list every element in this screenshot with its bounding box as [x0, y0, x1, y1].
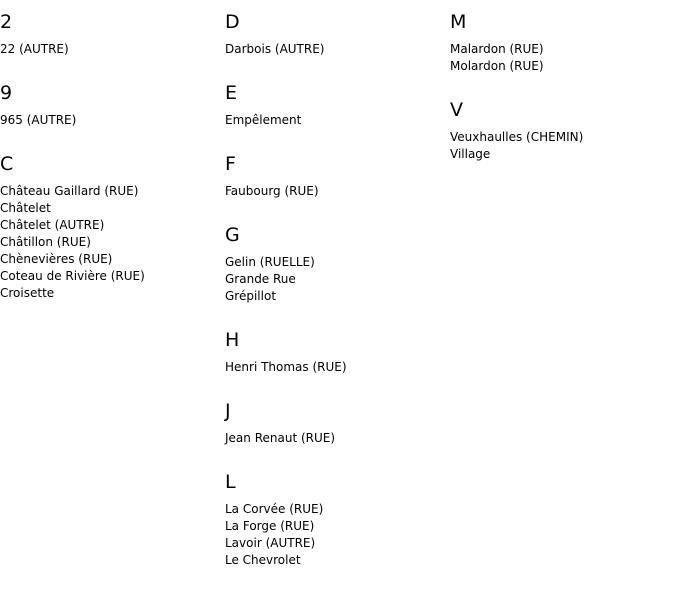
street-link[interactable]: Jean Renaut (RUE): [225, 431, 336, 445]
letter-heading: G: [225, 224, 240, 246]
street-link[interactable]: Lavoir (AUTRE): [225, 536, 316, 550]
letter-heading: 2: [0, 11, 13, 33]
letter-group: [225, 71, 450, 142]
street-link[interactable]: 965 (AUTRE): [0, 113, 77, 127]
letter-group: [225, 389, 450, 460]
street-list: [225, 351, 450, 389]
letter-group: [450, 0, 675, 88]
street-link[interactable]: Empêlement: [225, 113, 302, 127]
street-list: [0, 104, 225, 142]
street-link[interactable]: La Corvée (RUE): [225, 502, 324, 516]
street-list: [225, 104, 450, 142]
street-link[interactable]: Grande Rue: [225, 272, 296, 286]
letter-heading: 9: [0, 82, 13, 104]
street-link[interactable]: Henri Thomas (RUE): [225, 360, 347, 374]
street-list: [225, 33, 450, 71]
street-link[interactable]: Grépillot: [225, 289, 277, 303]
street-list: [0, 175, 225, 315]
street-list: [225, 493, 450, 582]
street-link[interactable]: Croisette: [0, 286, 55, 300]
street-link[interactable]: Chènevières (RUE): [0, 252, 113, 266]
street-link[interactable]: Faubourg (RUE): [225, 184, 319, 198]
letter-group: [0, 142, 225, 315]
street-list: [0, 33, 225, 71]
street-link[interactable]: Veuxhaulles (CHEMIN): [450, 130, 584, 144]
street-link[interactable]: Châtillon (RUE): [0, 235, 91, 249]
letter-group: [225, 213, 450, 318]
letter-heading: H: [225, 329, 240, 351]
street-list: [450, 33, 675, 88]
street-link[interactable]: Malardon (RUE): [450, 42, 544, 56]
letter-group: [225, 460, 450, 582]
letter-heading: D: [225, 11, 240, 33]
street-list: [450, 121, 675, 176]
street-list: [225, 246, 450, 318]
letter-heading: C: [0, 153, 14, 175]
street-link[interactable]: La Forge (RUE): [225, 519, 315, 533]
letter-heading: M: [450, 11, 467, 33]
street-list: [225, 422, 450, 460]
letter-group: [225, 318, 450, 389]
letter-group: [0, 0, 225, 71]
street-link[interactable]: Coteau de Rivière (RUE): [0, 269, 145, 283]
street-link[interactable]: Château Gaillard (RUE): [0, 184, 139, 198]
street-link[interactable]: Darbois (AUTRE): [225, 42, 325, 56]
letter-group: [225, 0, 450, 71]
letter-group: [225, 142, 450, 213]
street-column-1: [0, 0, 225, 315]
street-link[interactable]: Village: [450, 147, 491, 161]
street-column-2: [225, 0, 450, 582]
letter-heading: F: [225, 153, 236, 175]
letter-heading: J: [225, 400, 231, 422]
street-list: [225, 175, 450, 213]
letter-heading: L: [225, 471, 236, 493]
letter-group: [0, 71, 225, 142]
street-link[interactable]: Molardon (RUE): [450, 59, 544, 73]
street-link[interactable]: Châtelet (AUTRE): [0, 218, 105, 232]
street-link[interactable]: 22 (AUTRE): [0, 42, 69, 56]
street-link[interactable]: Le Chevrolet: [225, 553, 301, 567]
letter-heading: V: [450, 99, 463, 121]
street-link[interactable]: Châtelet: [0, 201, 51, 215]
letter-group: [450, 88, 675, 176]
street-column-3: [450, 0, 675, 176]
street-link[interactable]: Gelin (RUELLE): [225, 255, 315, 269]
letter-heading: E: [225, 82, 238, 104]
